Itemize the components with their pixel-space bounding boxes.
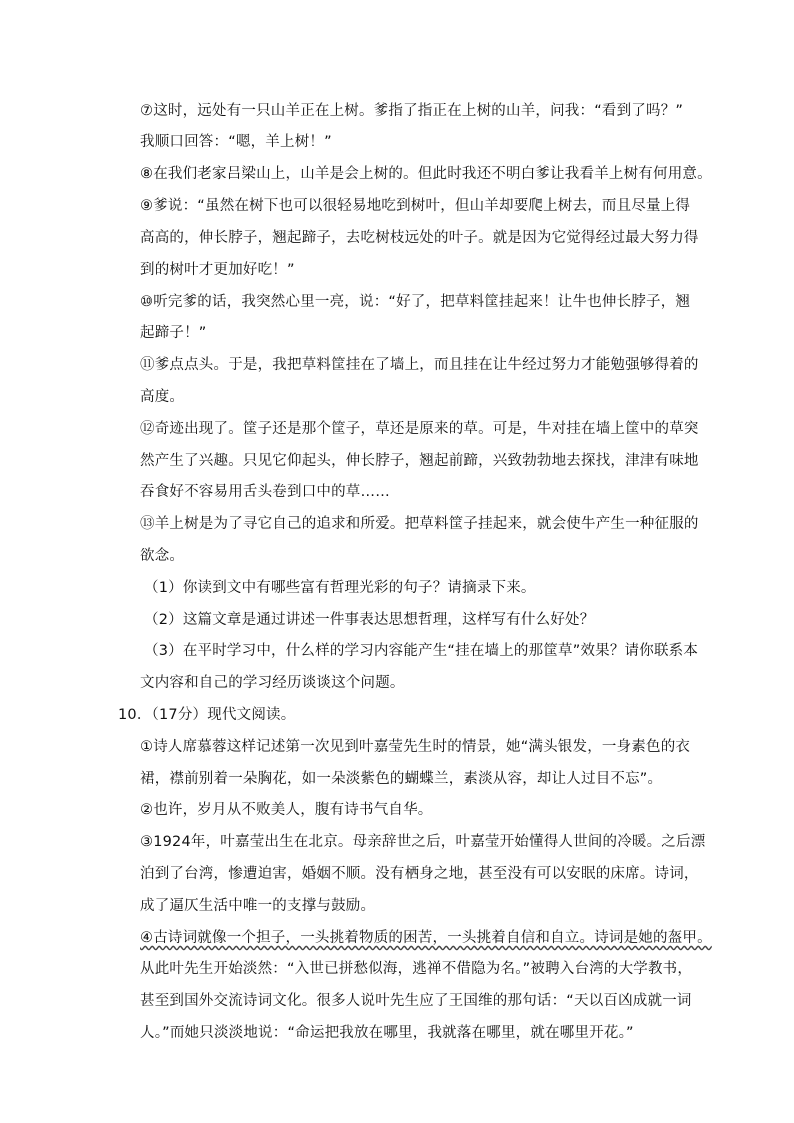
s10-paragraph-4-line-2: 从此叶先生开始淡然：“入世已拼愁似海，逃禅不借隐为名。”被聘入台湾的大学教书， — [140, 961, 693, 977]
paragraph-9-line-2: 高高的，伸长脖子，翘起蹄子，去吃树枝远处的叶子。就是因为它觉得经过最大努力得 — [140, 230, 699, 246]
s10-paragraph-1-line-2: 裙，襟前别着一朵胸花，如一朵淡紫色的蝴蝶兰，素淡从容，却让人过目不忘”。 — [140, 771, 663, 787]
question-2: （2）这篇文章是通过讲述一件事表达思想哲理，这样写有什么好处？ — [144, 612, 595, 628]
s10-paragraph-2: ②也许，岁月从不败美人，腹有诗书气自华。 — [140, 802, 433, 818]
paragraph-9-line-3: 到的树叶才更加好吃！” — [140, 262, 295, 278]
paragraph-10-line-2: 起蹄子！” — [140, 325, 207, 341]
s10-paragraph-4-line-3: 甚至到国外交流诗词文化。很多人说叶先生应了王国维的那句话：“天以百凶成就一词 — [140, 993, 692, 1009]
paragraph-12-line-1: ⑫奇迹出现了。筐子还是那个筐子，草还是原来的草。可是，牛对挂在墙上筐中的草突 — [140, 421, 699, 437]
paragraph-9-line-1: ⑨爹说：“虽然在树下也可以很轻易地吃到树叶，但山羊却要爬上树去，而且尽量上得 — [140, 198, 691, 214]
s10-paragraph-3-line-2: 泊到了台湾，惨遭迫害，婚姻不顺。没有栖身之地，甚至没有可以安眠的床席。诗词， — [140, 866, 699, 882]
paragraph-11-line-1: ⑪爹点点头。于是，我把草料筐挂在了墙上，而且挂在让牛经过努力才能勉强够得着的 — [140, 357, 699, 373]
paragraph-13-line-2: 欲念。 — [140, 548, 185, 564]
paragraph-13-line-1: ⑬羊上树是为了寻它自己的追求和所爱。把草料筐子挂起来，就会使牛产生一种征服的 — [140, 516, 699, 532]
paragraph-12-line-2: 然产生了兴趣。只见它仰起头，伸长脖子，翘起前蹄，兴致勃勃地去探找，津津有味地 — [140, 453, 699, 469]
question-1: （1）你读到文中有哪些富有哲理光彩的句子？请摘录下来。 — [144, 580, 536, 596]
paragraph-11-line-2: 高度。 — [140, 389, 185, 405]
paragraph-10-line-1: ⑩听完爹的话，我突然心里一亮，说：“好了，把草料筐挂起来！让牛也伸长脖子，翘 — [140, 294, 691, 310]
s10-paragraph-1-line-1: ①诗人席慕蓉这样记述第一次见到叶嘉莹先生时的情景，她“满头银发，一身素色的衣 — [140, 739, 691, 755]
s10-paragraph-3-line-1: ③1924年，叶嘉莹出生在北京。母亲辞世之后，叶嘉莹开始懂得人世间的冷暖。之后漂 — [140, 834, 706, 850]
paragraph-8: ⑧在我们老家吕梁山上，山羊是会上树的。但此时我还不明白爹让我看羊上树有何用意。 — [140, 166, 712, 182]
paragraph-7-line-2: 我顺口回答：“嗯，羊上树！” — [140, 134, 332, 150]
section-10-heading: 10．（17分）现代文阅读。 — [118, 707, 296, 723]
paragraph-7-line-1: ⑦这时，远处有一只山羊正在上树。爹指了指正在上树的山羊，问我：“看到了吗？” — [140, 103, 684, 119]
paragraph-12-line-3: 吞食好不容易用舌头卷到口中的草…… — [140, 484, 390, 500]
s10-paragraph-4-line-1: ④古诗词就像一个担子，一头挑着物质的困苦，一头挑着自信和自立。诗词是她的盔甲。 — [140, 930, 712, 946]
question-3-line-1: （3）在平时学习中，什么样的学习内容能产生“挂在墙上的那筐草”效果？请你联系本 — [144, 643, 699, 659]
s10-paragraph-3-line-3: 成了逼仄生活中唯一的支撑与鼓励。 — [140, 898, 376, 914]
question-3-line-2: 文内容和自己的学习经历谈谈这个问题。 — [140, 675, 405, 691]
s10-paragraph-4-line-4: 人。”而她只淡淡地说：“命运把我放在哪里，我就落在哪里，就在哪里开花。” — [140, 1025, 634, 1041]
